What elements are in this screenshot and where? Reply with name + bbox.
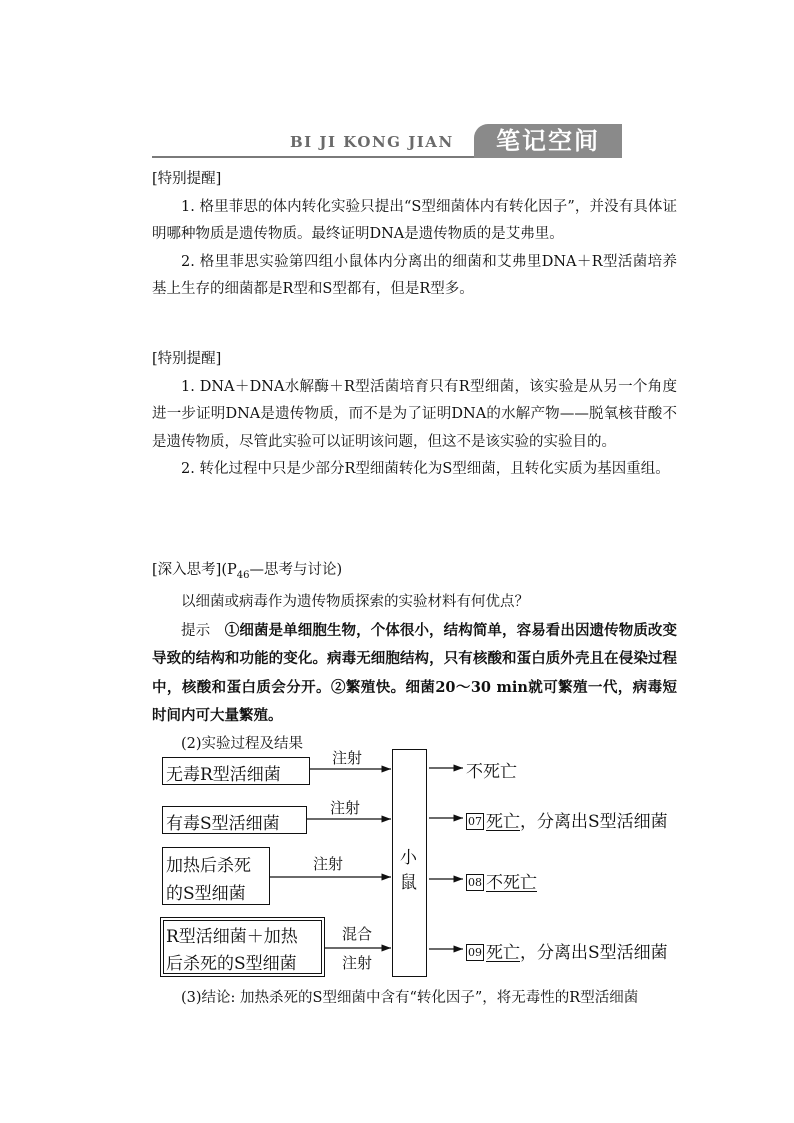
conclusion [152,985,677,1013]
think-question: 以细菌或病毒作为遗传物质探索的实验材料有何优点？ [181,594,529,611]
group-box-2 [162,806,307,834]
experiment-diagram [150,745,710,985]
group-label: 的S型细菌 [166,884,246,904]
group-label: R型活细菌＋加热 [166,927,298,947]
answer-text: ①细菌是单细胞生物，个体很小，结构简单，容易看出因遗传物质改变导致的结构和功能的变化。病毒无细胞结构，只有核酸和蛋白质外壳且在侵染过程中，核酸和蛋白质会分开。②繁殖快。细菌20～30 min就可繁殖一代，病毒短时间内可大量繁殖。 [152,621,678,725]
deep-thinking [152,557,677,758]
note-item: 2. 转化过程中只是少部分R型细菌转化为S型细菌，且转化实质为基因重组。 [181,461,670,477]
group-label: 无毒R型活细菌 [166,765,281,785]
result-3 [466,868,537,893]
section3-text: (3)结论: 加热杀死的S型细菌中含有“转化因子”，将无毒性的R型活细菌 [181,990,639,1006]
result-suffix: ，分离出S型活细菌 [520,943,668,963]
think-tag-prefix: [深入思考](P [152,562,237,578]
note-item: 1. 格里菲思的体内转化实验只提出“S型细菌体内有转化因子”，并没有具体证明哪种物质是遗传物质。最终证明DNA是遗传物质的是艾弗里。 [152,198,677,242]
result-text: 死亡 [486,812,520,832]
arrow-label-mix: 混合 [342,925,373,943]
group-label: 加热后杀死 [166,856,251,876]
result-4 [466,938,668,963]
header-title: 笔记空间 [474,124,622,158]
result-text: 不死亡 [486,873,537,893]
group-label: 有毒S型活细菌 [166,814,280,834]
section2-title: (2)实验过程及结果 [181,735,304,752]
blank-number: 09 [468,946,482,959]
group-box-1 [162,757,310,785]
group-box-3 [162,847,270,905]
result-text: 不死亡 [466,762,517,782]
mouse-label: 小 [400,848,417,868]
arrow-label-inject: 注射 [313,855,344,873]
page-header [152,124,622,158]
arrow-label-inject: 注射 [342,954,373,972]
mouse-box [392,749,427,977]
special-note-1 [152,166,677,304]
think-tag-page: 46 [236,569,250,581]
blank-number: 07 [468,815,482,828]
group-label: 后杀死的S型细菌 [166,954,297,974]
result-1 [466,757,517,782]
answer-label: 提示 [181,622,211,639]
mouse-label: 鼠 [400,873,417,893]
arrow-label-inject: 注射 [330,799,361,817]
note-tag: [特别提醒] [152,171,222,187]
note-item: 2. 格里菲思实验第四组小鼠体内分离出的细菌和艾弗里DNA＋R型活菌培养基上生存的细菌都是R型和S型都有，但是R型多。 [152,253,677,297]
special-note-2 [152,346,677,484]
result-text: 死亡 [486,943,520,963]
result-suffix: ，分离出S型活细菌 [520,812,668,832]
blank-number: 08 [468,876,482,889]
think-tag [152,557,677,589]
header-pinyin: BI JI KONG JIAN [290,133,454,151]
result-2 [466,807,668,832]
think-answer [152,617,677,731]
group-box-4 [160,917,325,977]
arrow-label-inject: 注射 [332,749,363,767]
note-tag: [特别提醒] [152,351,222,367]
think-tag-suffix: —思考与讨论) [249,562,343,578]
note-item: 1. DNA＋DNA水解酶＋R型活菌培育只有R型细菌，该实验是从另一个角度进一步证明DNA是遗传物质，而不是为了证明DNA的水解产物——脱氧核苷酸不是遗传物质，尽管此实验可以证明该问题，但这不是该实验的实验目的。 [152,378,677,450]
